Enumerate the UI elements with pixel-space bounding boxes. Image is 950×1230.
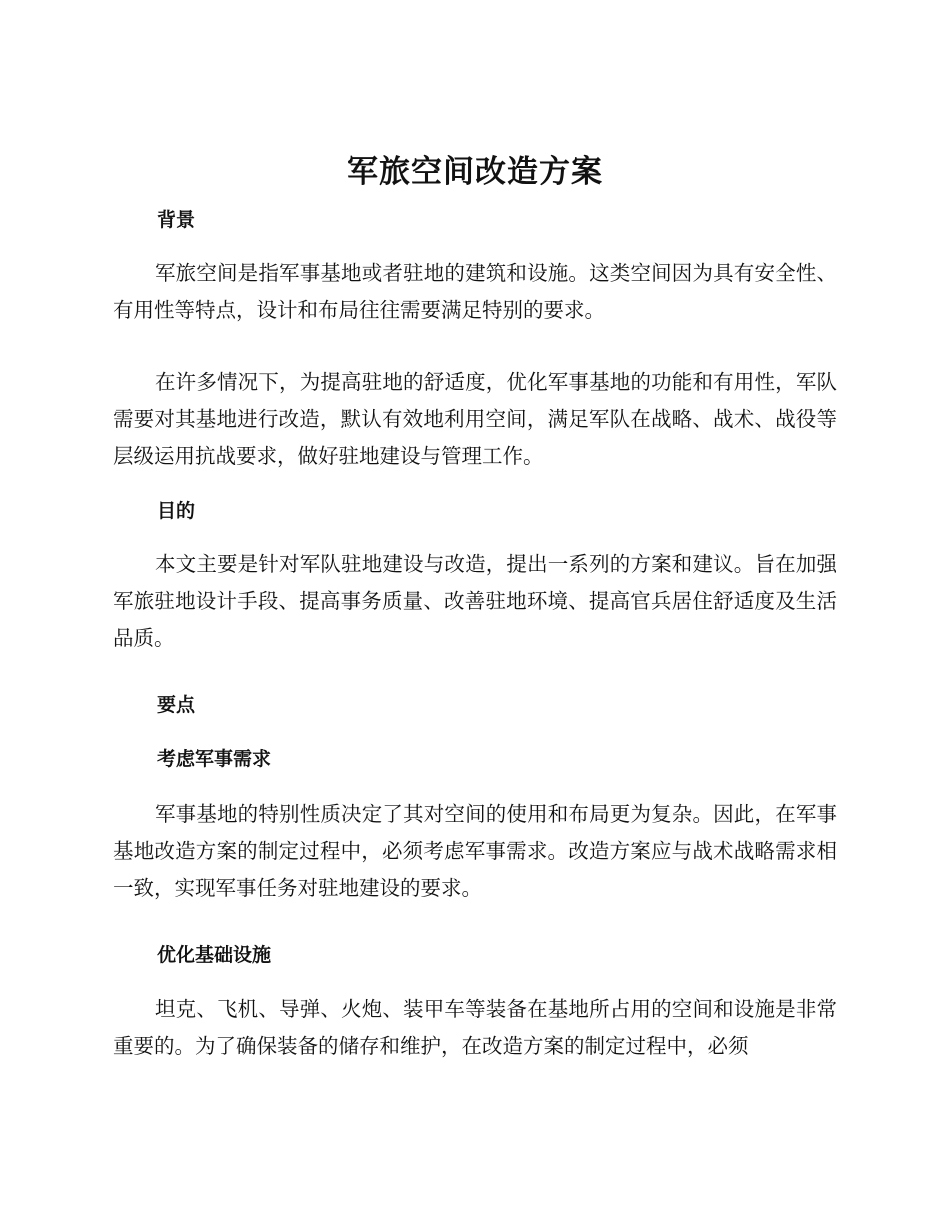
document-title: 军旅空间改造方案: [347, 154, 603, 190]
section-heading-military-needs: 考虑军事需求: [157, 748, 272, 770]
paragraph-background-2: 在许多情况下，为提高驻地的舒适度，优化军事基地的功能和有用性，军队需要对其基地进行改造，默认有效地利用空间，满足军队在战略、战术、战役等层级运用抗战要求，做好驻地建设与管理工作。: [113, 370, 837, 468]
paragraph-military-needs-1: 军事基地的特别性质决定了其对空间的使用和布局更为复杂。因此，在军事基地改造方案的制定过程中，必须考虑军事需求。改造方案应与战术战略需求相一致，实现军事任务对驻地建设的要求。: [113, 802, 837, 900]
paragraph-background-1: 军旅空间是指军事基地或者驻地的建筑和设施。这类空间因为具有安全性、有用性等特点，设计和布局往往需要满足特别的要求。: [113, 261, 837, 322]
paragraph-infrastructure-1: 坦克、飞机、导弹、火炮、装甲车等装备在基地所占用的空间和设施是非常重要的。为了确保装备的储存和维护，在改造方案的制定过程中，必须: [113, 997, 837, 1058]
section-heading-infrastructure: 优化基础设施: [157, 944, 272, 966]
paragraph-purpose-1: 本文主要是针对军队驻地建设与改造，提出一系列的方案和建议。旨在加强军旅驻地设计手段、提高事务质量、改善驻地环境、提高官兵居住舒适度及生活品质。: [113, 552, 837, 650]
section-heading-key-points: 要点: [157, 694, 196, 716]
section-heading-purpose: 目的: [157, 500, 196, 522]
section-heading-background: 背景: [157, 209, 196, 231]
